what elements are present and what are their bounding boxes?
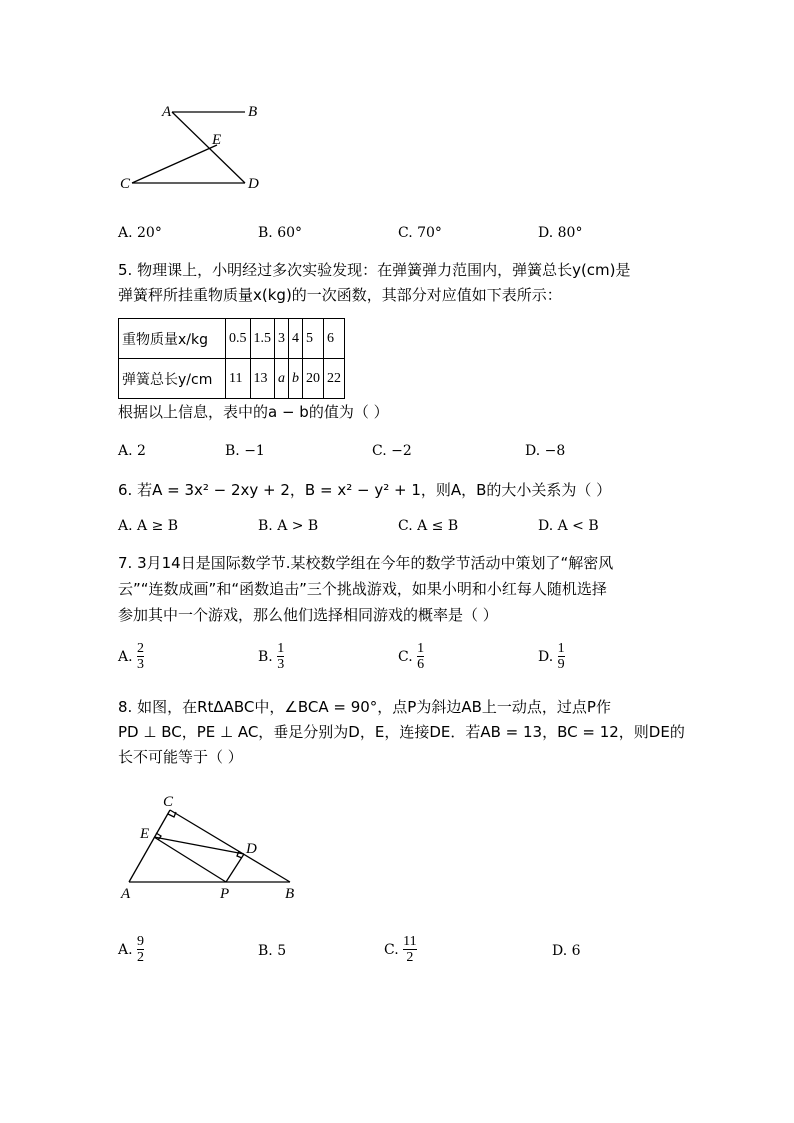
q8-option-b[interactable]: B. 5 <box>258 943 287 959</box>
table-cell: 1.5 <box>250 319 275 359</box>
figure-q8 <box>110 790 310 905</box>
table-cell: 22 <box>324 359 345 399</box>
q5-option-b[interactable]: B. −1 <box>225 443 265 459</box>
label-B: B <box>285 886 295 902</box>
q8-option-a[interactable]: A. $\frac{9}{2}$ <box>118 934 145 965</box>
fraction: $\frac{9}{2}$ <box>137 934 145 965</box>
q8-line3: 长不可能等于（ ） <box>118 748 243 766</box>
table-cell: 20 <box>303 359 324 399</box>
label-C: C <box>163 794 174 810</box>
table-cell: 13 <box>250 359 275 399</box>
q8-line1: 8. 如图，在RtΔABC中，∠BCA = 90°，点P为斜边AB上一动点，过点P作 <box>118 698 611 716</box>
q7-line1: 7. 3月14日是国际数学节.某校数学组在今年的数学节活动中策划了“解密风 <box>118 554 614 572</box>
q8-option-c[interactable]: C. $\frac{11}{2}$ <box>384 934 417 965</box>
q5-option-c[interactable]: C. −2 <box>372 443 412 459</box>
q4-option-c[interactable]: C. 70° <box>398 225 442 241</box>
fraction: $\frac{1}{3}$ <box>277 641 285 672</box>
label-D: D <box>246 841 257 857</box>
q7-option-b[interactable]: B. $\frac{1}{3}$ <box>258 641 285 672</box>
fraction: $\frac{1}{9}$ <box>557 641 565 672</box>
table-cell: b <box>289 359 303 399</box>
table-cell: 11 <box>226 359 251 399</box>
q5-line1: 5. 物理课上，小明经过多次实验发现：在弹簧弹力范围内，弹簧总长y(cm)是 <box>118 261 631 279</box>
q7-line2: 云”“连数成画”和“函数追击”三个挑战游戏，如果小明和小红每人随机选择 <box>118 580 607 598</box>
label-D: D <box>248 176 259 192</box>
label-C: C <box>120 176 131 192</box>
q6-option-d[interactable]: D. A < B <box>538 518 599 534</box>
table-cell: a <box>275 359 289 399</box>
table-cell: 4 <box>289 319 303 359</box>
table-cell: 0.5 <box>226 319 251 359</box>
label-E: E <box>212 132 222 148</box>
label-B: B <box>248 104 258 120</box>
label-A: A <box>162 104 172 120</box>
q6-option-a[interactable]: A. A ≥ B <box>118 518 179 534</box>
q4-option-b[interactable]: B. 60° <box>258 225 303 241</box>
q7-option-d[interactable]: D. $\frac{1}{9}$ <box>538 641 565 672</box>
q8-line2: PD ⊥ BC，PE ⊥ AC，垂足分别为D，E，连接DE．若AB = 13，BC = 12，则DE的 <box>118 723 685 741</box>
fraction: $\frac{2}{3}$ <box>137 641 145 672</box>
q5-option-d[interactable]: D. −8 <box>525 443 566 459</box>
label-P: P <box>220 886 230 902</box>
q7-line3: 参加其中一个游戏，那么他们选择相同游戏的概率是（ ） <box>118 606 498 624</box>
table-cell: 6 <box>324 319 345 359</box>
q8-option-d[interactable]: D. 6 <box>552 943 581 959</box>
q6-line1: 6. 若A = 3x² − 2xy + 2，B = x² − y² + 1，则A，B的大小关系为（ ） <box>118 481 612 499</box>
q5-table <box>118 318 345 399</box>
table-cell: 5 <box>303 319 324 359</box>
fraction: $\frac{1}{6}$ <box>417 641 425 672</box>
q5-line2: 弹簧秤所挂重物质量x(kg)的一次函数，其部分对应值如下表所示： <box>118 286 562 304</box>
q5-line3: 根据以上信息，表中的a − b的值为（ ） <box>118 403 389 421</box>
table-cell: 3 <box>275 319 289 359</box>
q7-option-c[interactable]: C. $\frac{1}{6}$ <box>398 641 425 672</box>
q4-option-a[interactable]: A. 20° <box>118 225 162 241</box>
q4-option-d[interactable]: D. 80° <box>538 225 583 241</box>
q7-option-a[interactable]: A. $\frac{2}{3}$ <box>118 641 145 672</box>
label-A: A <box>121 886 131 902</box>
label-E: E <box>140 826 150 842</box>
fraction: $\frac{11}{2}$ <box>403 934 417 965</box>
q6-option-c[interactable]: C. A ≤ B <box>398 518 459 534</box>
table-row <box>119 359 345 399</box>
figure-q4 <box>110 95 270 200</box>
table-header-mass: 重物质量x/kg <box>119 319 226 359</box>
q5-option-a[interactable]: A. 2 <box>118 443 146 459</box>
q6-option-b[interactable]: B. A > B <box>258 518 319 534</box>
table-header-length: 弹簧总长y/cm <box>119 359 226 399</box>
table-row <box>119 319 345 359</box>
